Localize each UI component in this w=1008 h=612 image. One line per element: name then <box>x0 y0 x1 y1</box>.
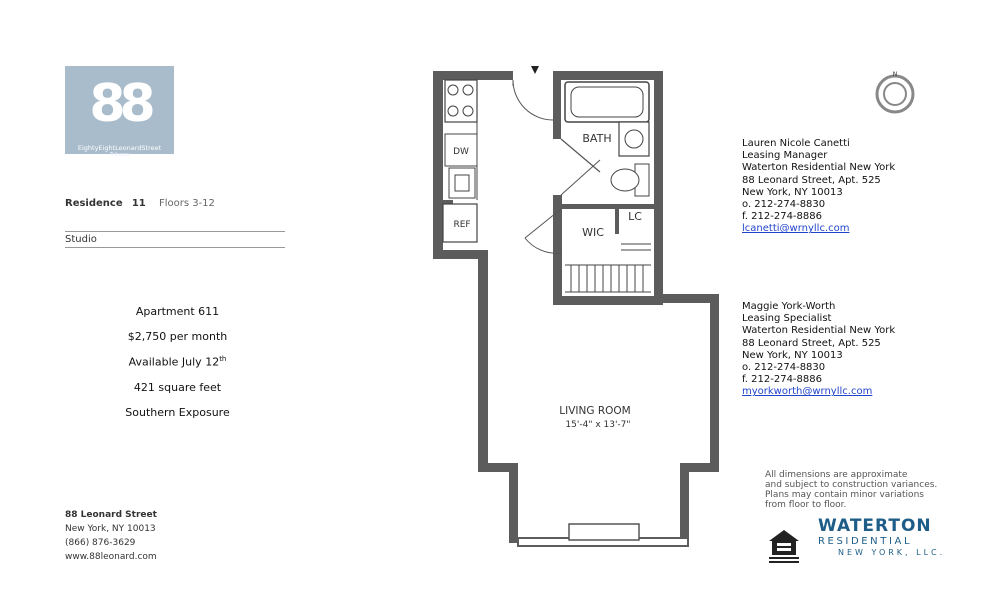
contact-fax: f. 212-274-8886 <box>742 211 822 223</box>
logo-neighborhood: Tribeca <box>109 152 130 158</box>
disclaimer-line: and subject to construction variances. <box>765 480 938 490</box>
contact-email-link[interactable]: myorkworth@wrnyllc.com <box>742 386 873 398</box>
contact-city: New York, NY 10013 <box>742 349 843 361</box>
brand-location: NEW YORK, LLC. <box>838 548 946 557</box>
contact-street: 88 Leonard Street, Apt. 525 <box>742 337 881 349</box>
address-block <box>65 508 157 564</box>
residence-number: 11 <box>131 198 146 209</box>
building-logo <box>65 66 174 158</box>
logo-number: 88 <box>89 74 150 134</box>
dishwasher-label: DW <box>453 147 469 157</box>
unit-type: Studio <box>65 234 97 245</box>
contact-office-phone: o. 212-274-8830 <box>742 199 826 211</box>
contact-title: Leasing Manager <box>742 150 828 162</box>
address-city: New York, NY 10013 <box>65 524 156 534</box>
contact-name: Lauren Nicole Canetti <box>742 138 850 149</box>
divider-top <box>65 231 285 232</box>
address-street: 88 Leonard Street <box>65 510 157 520</box>
logo-wordmark: EightyEightLeonardStreet <box>77 144 162 152</box>
apartment-availability: Available July 12th <box>128 355 227 369</box>
residence-label: Residence <box>65 198 123 209</box>
contact-city: New York, NY 10013 <box>742 186 843 198</box>
contact-fax: f. 212-274-8886 <box>742 374 822 386</box>
brand-subline: RESIDENTIAL <box>818 536 913 547</box>
contact-email-link[interactable]: lcanetti@wrnyllc.com <box>742 223 850 235</box>
living-room-dimensions: 15'-4" x 13'-7" <box>565 420 631 430</box>
contact-name: Maggie York-Worth <box>742 301 836 312</box>
disclaimer-line: Plans may contain minor variations <box>765 490 924 500</box>
brand-wordmark: WATERTON <box>818 516 932 536</box>
contact-card-1 <box>742 138 895 236</box>
contact-company: Waterton Residential New York <box>742 325 896 337</box>
walk-in-closet-label: WIC <box>582 226 604 239</box>
apartment-area: 421 square feet <box>133 381 222 394</box>
bath-label: BATH <box>582 132 612 145</box>
disclaimer-line: All dimensions are approximate <box>765 470 908 480</box>
address-website[interactable]: www.88leonard.com <box>65 552 157 562</box>
residence-floors: Floors 3-12 <box>158 198 215 209</box>
apartment-name: Apartment 611 <box>135 305 220 318</box>
disclaimer-line: from floor to floor. <box>765 500 847 510</box>
equal-housing-icon <box>767 528 801 564</box>
floor-plan <box>425 60 725 570</box>
residence-line <box>65 198 215 209</box>
refrigerator-label: REF <box>453 220 471 230</box>
linen-closet-label: LC <box>628 210 642 223</box>
apartment-exposure: Southern Exposure <box>125 406 230 419</box>
contact-street: 88 Leonard Street, Apt. 525 <box>742 174 881 186</box>
contact-company: Waterton Residential New York <box>742 162 896 174</box>
divider-bottom <box>65 247 285 248</box>
compass-north-label: N <box>892 71 898 78</box>
apartment-price: $2,750 per month <box>127 330 228 343</box>
contact-card-2 <box>742 301 895 399</box>
living-room-label: LIVING ROOM <box>559 405 631 417</box>
compass-icon <box>872 70 918 116</box>
contact-title: Leasing Specialist <box>742 313 832 325</box>
address-phone: (866) 876-3629 <box>65 538 136 548</box>
contact-office-phone: o. 212-274-8830 <box>742 362 826 374</box>
disclaimer <box>765 470 937 510</box>
